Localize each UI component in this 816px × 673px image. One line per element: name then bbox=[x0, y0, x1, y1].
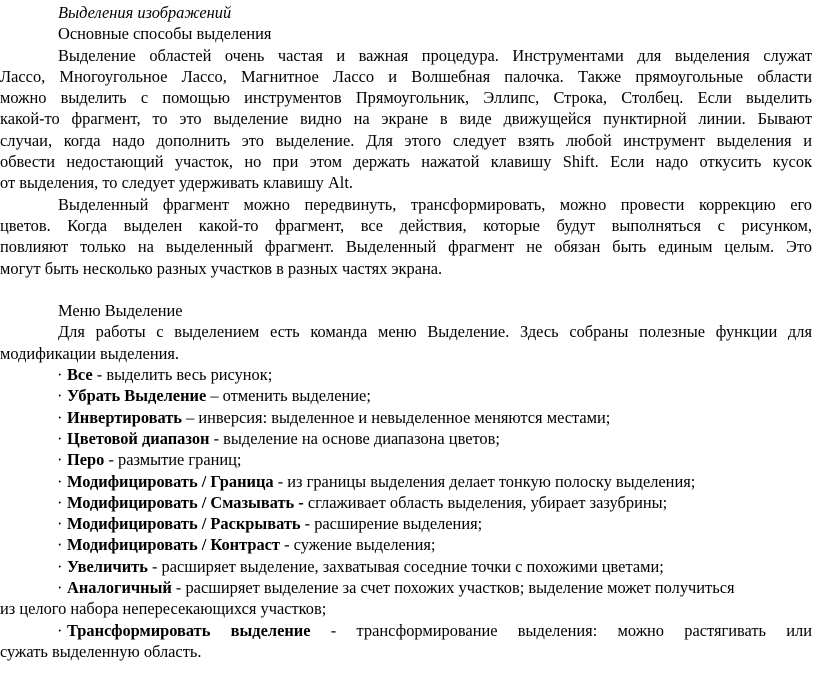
item-desc: – отменить выделение; bbox=[206, 386, 371, 406]
bullet: · bbox=[57, 450, 63, 470]
list-item bbox=[0, 577, 812, 598]
paragraph-line: какой-то фрагмент, то это выделение видно на экране в виде движущейся пунктирной линии. Бывают bbox=[0, 109, 812, 129]
item-desc: - расширение выделения; bbox=[300, 514, 483, 534]
paragraph-2 bbox=[0, 194, 812, 279]
paragraph-line: случаи, когда надо дополнить это выделение. Для этого следует взять любой инструмент выделения и bbox=[0, 130, 812, 150]
section-subheading: Основные способы выделения bbox=[58, 24, 272, 44]
item-term: Цветовой диапазон bbox=[67, 428, 210, 448]
item-term: Инвертировать bbox=[67, 407, 182, 427]
list-item bbox=[0, 407, 812, 428]
bullet: · bbox=[57, 365, 63, 385]
item-desc: - расширяет выделение, захватывая соседние точки с похожими цветами; bbox=[147, 556, 664, 576]
item-desc: сглаживает область выделения, убирает зазубрины; bbox=[303, 492, 668, 512]
paragraph-line: модификации выделения. bbox=[0, 343, 179, 363]
bullet: · bbox=[57, 514, 63, 534]
item-term: Модифицировать / Граница bbox=[67, 471, 274, 491]
item-desc: - размытие границ; bbox=[104, 450, 242, 470]
bullet: · bbox=[57, 620, 63, 640]
bullet: · bbox=[57, 578, 63, 598]
list-item bbox=[0, 620, 812, 641]
item-term: Перо bbox=[67, 450, 105, 470]
item-term: Увеличить bbox=[67, 556, 148, 576]
item-term: Модифицировать / Смазывать - bbox=[67, 492, 304, 512]
list-item bbox=[0, 385, 812, 406]
item-desc: - расширяет выделение за счет похожих участков; выделение может получиться bbox=[171, 578, 735, 598]
bullet: · bbox=[57, 428, 63, 448]
list-item bbox=[0, 471, 812, 492]
paragraph-line: можно выделить с помощью инструментов Прямоугольник, Эллипс, Строка, Столбец. Если выделить bbox=[0, 88, 812, 108]
bullet: · bbox=[57, 386, 63, 406]
paragraph-line: цветов. Когда выделен какой-то фрагмент, все действия, которые будут выполняться с рисунком, bbox=[0, 215, 812, 235]
list-item bbox=[0, 534, 812, 555]
bullet: · bbox=[57, 407, 63, 427]
item-desc: - выделить весь рисунок; bbox=[92, 365, 273, 385]
paragraph-line: обвести недостающий участок, но при этом держать нажатой клавишу Shift. Если надо откусить кусок bbox=[0, 152, 812, 172]
paragraph-line: Лассо, Многоугольное Лассо, Магнитное Лассо и Волшебная палочка. Также прямоугольные области bbox=[0, 66, 812, 86]
bullet: · bbox=[57, 492, 63, 512]
list-item bbox=[0, 556, 812, 577]
item-desc: - сужение выделения; bbox=[279, 535, 436, 555]
item-desc: – инверсия: выделенное и невыделенное меняются местами; bbox=[181, 407, 611, 427]
list-item-continuation: из целого набора непересекающихся участков; bbox=[0, 599, 327, 619]
bullet: · bbox=[57, 556, 63, 576]
item-desc: - трансформирование выделения: можно растягивать или bbox=[310, 620, 812, 640]
item-desc: - из границы выделения делает тонкую полоску выделения; bbox=[273, 471, 696, 491]
paragraph-line: Для работы с выделением есть команда меню Выделение. Здесь собраны полезные функции для bbox=[58, 322, 812, 342]
list-item bbox=[0, 513, 812, 534]
list-item bbox=[0, 428, 812, 449]
paragraph-line: от выделения, то следует удерживать клавишу Alt. bbox=[0, 173, 354, 193]
paragraph-line: повлияют только на выделенный фрагмент. Выделенный фрагмент не обязан быть единым целым. Это bbox=[0, 237, 812, 257]
item-desc: - выделение на основе диапазона цветов; bbox=[209, 428, 500, 448]
menu-items-list bbox=[0, 364, 812, 662]
item-term: Модифицировать / Раскрывать bbox=[67, 514, 301, 534]
list-item bbox=[0, 492, 812, 513]
paragraph-line: могут быть несколько разных участков в разных частях экрана. bbox=[0, 258, 443, 278]
menu-title: Меню Выделение bbox=[58, 301, 183, 321]
blank-line bbox=[0, 279, 816, 300]
paragraph-line: Выделенный фрагмент можно передвинуть, трансформировать, можно провести коррекцию его bbox=[58, 194, 812, 214]
list-item-continuation: сужать выделенную область. bbox=[0, 641, 202, 661]
item-term: Модифицировать / Контраст bbox=[67, 535, 280, 555]
bullet: · bbox=[57, 471, 63, 491]
section-heading: Выделения изображений bbox=[58, 3, 232, 22]
paragraph-1 bbox=[0, 45, 812, 194]
item-term: Убрать Выделение bbox=[67, 386, 207, 406]
item-term: Аналогичный bbox=[67, 578, 172, 598]
item-term: Все bbox=[67, 365, 93, 385]
paragraph-3 bbox=[0, 321, 812, 364]
list-item bbox=[0, 364, 812, 385]
list-item bbox=[0, 449, 812, 470]
bullet: · bbox=[57, 535, 63, 555]
paragraph-line: Выделение областей очень частая и важная процедура. Инструментами для выделения служат bbox=[58, 45, 812, 65]
item-term: Трансформировать выделение bbox=[67, 620, 311, 640]
